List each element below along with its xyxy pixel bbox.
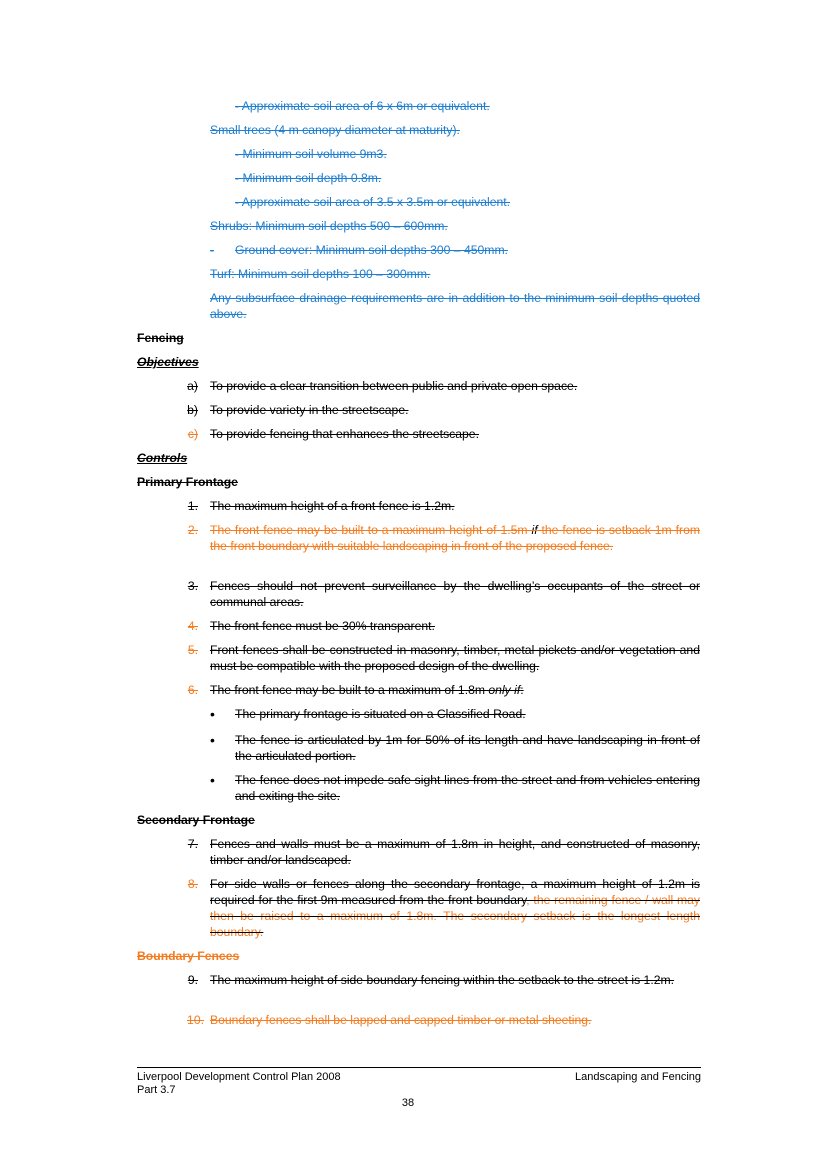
control-marker: 7.: [187, 837, 198, 851]
control-item: For side walls or fences along the secondary frontage, a maximum height of 1.2m is required for the first 9m measured from the front boundary, the remaining fence / wall may then be raised to a maximum of 1.8m. The secondary setback is the longest length boundary.: [210, 877, 700, 939]
drainage-note: Any subsurface drainage requirements are in addition to the minimum soil depths quoted above.: [210, 291, 700, 321]
bullet-item: The fence does not impede safe sight lines from the street and from vehicles entering and exiting the site.: [235, 773, 700, 803]
soil-area-6x6: - Approximate soil area of 6 x 6m or equivalent.: [235, 99, 490, 113]
objective-marker: a): [187, 379, 198, 393]
control-marker: 5.: [187, 643, 198, 657]
bullet-icon: •: [210, 772, 215, 788]
control-marker: 10.: [187, 1013, 204, 1027]
soil-min-volume: - Minimum soil volume 9m3.: [235, 147, 387, 161]
control-item: Front fences shall be constructed in masonry, timber, metal pickets and/or vegetation and must be compatible with the proposed design of the dwelling.: [210, 643, 700, 673]
control-item: The front fence must be 30% transparent.: [210, 619, 435, 633]
objective-marker: b): [187, 403, 198, 417]
turf-depth: Turf: Minimum soil depths 100 – 300mm.: [210, 267, 431, 281]
ground-cover-dash: -: [210, 243, 215, 257]
small-trees-heading: Small trees (4 m canopy diameter at maturity).: [210, 123, 460, 137]
control-item: The front fence may be built to a maximum of 1.8m only if:: [210, 683, 524, 697]
bullet-item: The fence is articulated by 1m for 50% of its length and have landscaping in front of the articulated portion.: [235, 733, 700, 763]
page-number: 38: [401, 1097, 415, 1109]
control-item: Fences and walls must be a maximum of 1.8m in height, and constructed of masonry, timber and/or landscaped.: [210, 837, 700, 867]
soil-approx-area: - Approximate soil area of 3.5 x 3.5m or equivalent.: [235, 195, 511, 209]
objective-item: To provide fencing that enhances the streetscape.: [210, 427, 479, 441]
primary-frontage-heading: Primary Frontage: [137, 475, 238, 489]
objective-item: To provide variety in the streetscape.: [210, 403, 409, 417]
shrubs-depth: Shrubs: Minimum soil depths 500 – 600mm.: [210, 219, 448, 233]
control-item: Fences should not prevent surveillance by the dwelling’s occupants of the street or communal areas.: [210, 579, 700, 609]
control-item: The front fence may be built to a maximum height of 1.5m if the fence is setback 1m from the front boundary with suitable landscaping in front of the proposed fence.: [210, 523, 700, 553]
control-marker: 6.: [187, 683, 198, 697]
bullet-icon: •: [210, 732, 215, 748]
footer-part: Part 3.7: [137, 1084, 176, 1096]
control-marker: 9.: [187, 973, 198, 987]
control-marker: 1.: [187, 499, 198, 513]
secondary-frontage-heading: Secondary Frontage: [137, 813, 255, 827]
objective-marker: c): [187, 427, 198, 441]
footer-section-title: Landscaping and Fencing: [575, 1071, 701, 1083]
soil-min-depth: - Minimum soil depth 0.8m.: [235, 171, 382, 185]
fencing-heading: Fencing: [137, 331, 184, 345]
control-item: Boundary fences shall be lapped and capped timber or metal sheeting.: [210, 1013, 592, 1027]
control-marker: 4.: [187, 619, 198, 633]
objective-item: To provide a clear transition between public and private open space.: [210, 379, 578, 393]
control-marker: 3.: [187, 579, 198, 593]
control-item: The maximum height of side boundary fencing within the setback to the street is 1.2m.: [210, 973, 675, 987]
boundary-fences-heading: Boundary Fences: [137, 949, 240, 963]
control-item: The maximum height of a front fence is 1.2m.: [210, 499, 455, 513]
bullet-icon: •: [210, 706, 215, 722]
control-marker: 2.: [187, 523, 198, 537]
objectives-heading: Objectives: [137, 355, 199, 369]
controls-heading: Controls: [137, 451, 188, 465]
footer-rule: [137, 1067, 701, 1068]
control-marker: 8.: [187, 877, 198, 891]
footer-document-title: Liverpool Development Control Plan 2008: [137, 1071, 341, 1083]
bullet-item: The primary frontage is situated on a Classified Road.: [235, 707, 526, 721]
ground-cover-depth: Ground cover: Minimum soil depths 300 – 450mm.: [235, 243, 508, 257]
